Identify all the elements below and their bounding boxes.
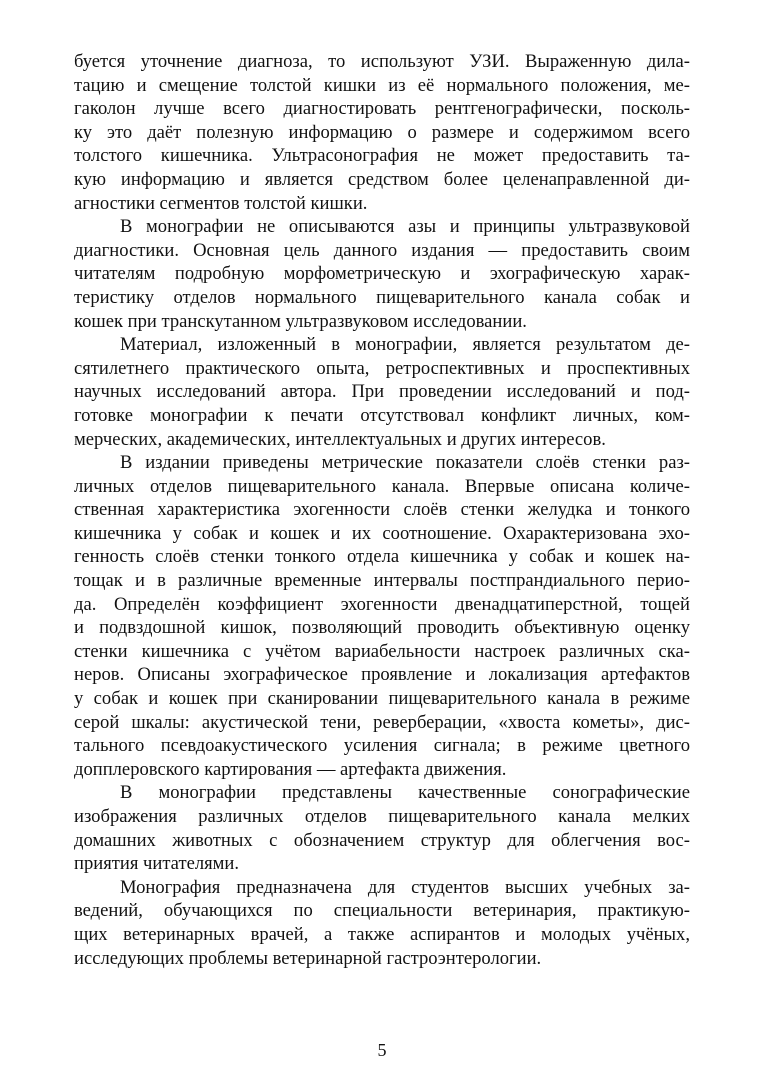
text-line: да. Определён коэффициент эхогенности двенадцатиперстной, тощей — [74, 593, 690, 615]
text-line: серой шкалы: акустической тени, реверберации, «хвоста кометы», дис- — [74, 711, 690, 733]
page-number: 5 — [377, 1040, 387, 1060]
text-line: исследующих проблемы ветеринарной гастроэнтерологии. — [74, 947, 542, 969]
text-line: ку это даёт полезную информацию о размере и содержимом всего — [74, 121, 690, 143]
text-line: тацию и смещение толстой кишки из её нормального положения, ме- — [74, 74, 690, 96]
text-line: буется уточнение диагноза, то используют УЗИ. Выраженную дила- — [74, 51, 690, 72]
text-line: мерческих, академических, интеллектуальных и других интересов. — [74, 428, 606, 450]
text-line: приятия читателями. — [74, 853, 240, 875]
text-line: домашних животных с обозначением структур для облегчения вос- — [74, 829, 690, 851]
paragraph — [74, 781, 690, 875]
paragraph — [74, 876, 690, 970]
paragraph — [74, 215, 690, 333]
text-line: ственная характеристика эхогенности слоёв стенки желудка и тонкого — [74, 499, 690, 521]
text-line: толстого кишечника. Ультрасонография не может предоставить та- — [74, 145, 690, 167]
text-line: ведений, обучающихся по специальности ветеринария, практикую- — [74, 900, 690, 922]
text-line: В монографии представлены качественные сонографические — [120, 782, 690, 804]
text-line: тального псевдоакустического усиления сигнала; в режиме цветного — [74, 735, 690, 757]
text-line: неров. Описаны эхографическое проявление и локализация артефактов — [74, 664, 690, 686]
text-line: личных отделов пищеварительного канала. Впервые описана количе- — [74, 475, 690, 497]
paragraph — [74, 333, 690, 451]
text-line: и подвздошной кишок, позволяющий проводить объективную оценку — [74, 617, 690, 639]
body-text — [74, 50, 690, 970]
text-line: сятилетнего практического опыта, ретроспективных и проспективных — [74, 357, 690, 379]
text-line: тощак и в различные временные интервалы постпрандиального перио- — [74, 570, 690, 592]
text-line: Монография предназначена для студентов высших учебных за- — [120, 876, 690, 898]
text-line: допплеровского картирования — артефакта движения. — [74, 758, 507, 780]
text-line: у собак и кошек при сканировании пищеварительного канала в режиме — [74, 688, 690, 710]
text-line: изображения различных отделов пищеварительного канала мелких — [74, 806, 690, 827]
paragraph — [74, 50, 690, 215]
text-line: теристику отделов нормального пищеварительного канала собак и — [74, 286, 690, 308]
text-line: агностики сегментов толстой кишки. — [74, 192, 368, 214]
document-page — [74, 0, 690, 1079]
text-line: Материал, изложенный в монографии, является результатом де- — [120, 334, 690, 356]
text-line: кишечника у собак и кошек и их соотношение. Охарактеризована эхо- — [74, 522, 690, 544]
text-line: гаколон лучше всего диагностировать рентгенографически, посколь- — [74, 98, 690, 120]
text-line: читателям подробную морфометрическую и эхографическую харак- — [74, 263, 690, 285]
text-line: кошек при транскутанном ультразвуковом исследовании. — [74, 310, 527, 332]
text-line: диагностики. Основная цель данного издания — предоставить своим — [74, 239, 690, 261]
text-line: щих ветеринарных врачей, а также аспирантов и молодых учёных, — [74, 923, 690, 945]
text-line: стенки кишечника с учётом вариабельности настроек различных ска- — [74, 640, 690, 662]
text-line: научных исследований автора. При проведении исследований и под- — [74, 381, 690, 403]
text-line: В монографии не описываются азы и принципы ультразвуковой — [120, 216, 690, 238]
text-line: В издании приведены метрические показатели слоёв стенки раз- — [120, 452, 690, 474]
paragraph — [74, 451, 690, 781]
text-line: готовке монографии к печати отсутствовал конфликт личных, ком- — [74, 404, 690, 426]
text-line: генность слоёв стенки тонкого отдела кишечника у собак и кошек на- — [74, 546, 690, 568]
text-line: кую информацию и является средством более целенаправленной ди- — [74, 168, 690, 190]
